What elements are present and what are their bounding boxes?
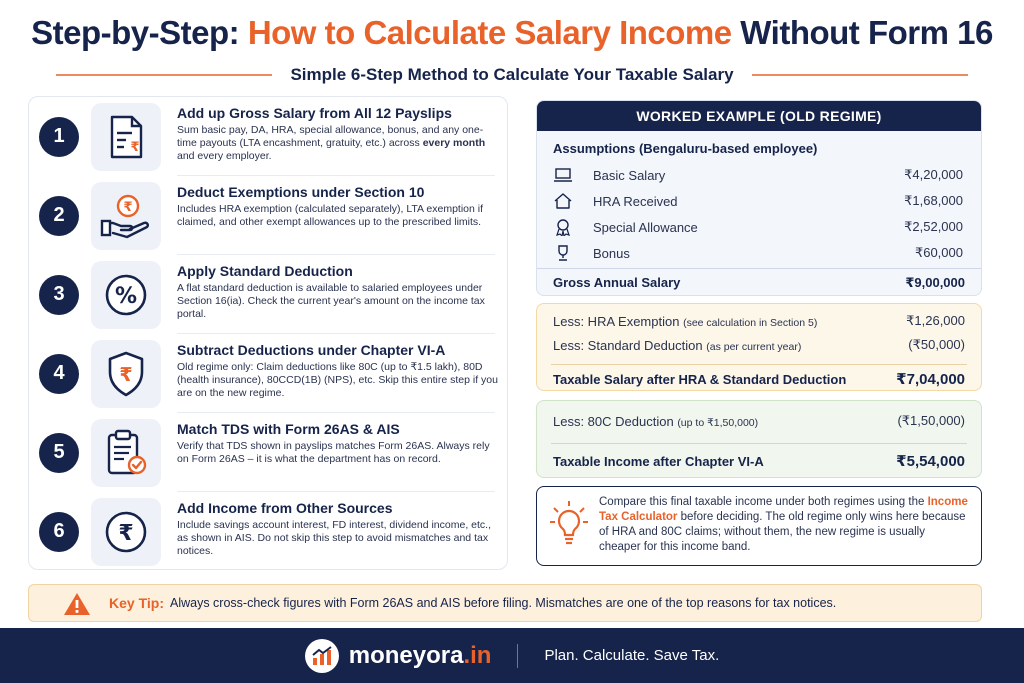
- step-number: 5: [39, 433, 79, 473]
- page-title: [0, 14, 1024, 52]
- rupee-coin-icon: [91, 498, 161, 566]
- step-title: Subtract Deductions under Chapter VI-A: [177, 342, 446, 358]
- divider: [551, 443, 967, 444]
- step-4: [29, 334, 509, 413]
- divider: [517, 644, 518, 668]
- svg-text:%: %: [114, 283, 138, 309]
- income-tax-calculator-link[interactable]: Income Tax Calculator: [599, 496, 968, 523]
- svg-text:₹: ₹: [123, 199, 133, 215]
- subtitle-line-left: [56, 74, 272, 76]
- worked-example-card: [536, 100, 982, 296]
- warning-icon: [63, 592, 91, 616]
- trophy-icon: [553, 244, 573, 262]
- step-description: A flat standard deduction is available to salaried employees under Section 16(ia). Check the current year's amount on the income tax portal.: [177, 282, 485, 320]
- key-tip-label: Key Tip:: [109, 595, 164, 611]
- rupee-shield-icon: [91, 340, 161, 408]
- svg-text:₹: ₹: [119, 363, 133, 386]
- example-item-basic: Basic Salary ₹4,20,000: [553, 165, 963, 185]
- taxable-salary-row: Taxable Salary after HRA & Standard Deduction ₹7,04,000: [553, 371, 965, 388]
- steps-panel: [28, 96, 508, 570]
- standard-deduction-row: Less: Standard Deduction (as per current year) (₹50,000): [553, 337, 965, 353]
- step-number: 6: [39, 512, 79, 552]
- percent-icon: [91, 261, 161, 329]
- worked-example-heading: WORKED EXAMPLE (OLD REGIME): [537, 101, 981, 131]
- step-description: Includes HRA exemption (calculated separately), LTA exemption if claimed, and other exempt allowances up to the prescribed limits.: [177, 203, 484, 228]
- example-item-bonus: Bonus ₹60,000: [553, 243, 963, 263]
- step-3: [29, 255, 509, 334]
- step-description: Sum basic pay, DA, HRA, special allowance, bonus, and any one-time payouts (LTA encashment, gratuity, etc.) across every month and every employer.: [177, 124, 486, 162]
- subtitle-row: [56, 64, 968, 86]
- clipboard-check-icon: [91, 419, 161, 487]
- subtitle-line-right: [752, 74, 968, 76]
- example-item-special: Special Allowance ₹2,52,000: [553, 217, 963, 237]
- key-tip-banner: [28, 584, 982, 622]
- svg-text:₹: ₹: [130, 139, 140, 155]
- step-2: [29, 176, 509, 255]
- step-6: [29, 492, 509, 571]
- hra-exemption-row: Less: HRA Exemption (see calculation in Section 5) ₹1,26,000: [553, 313, 965, 329]
- title-part-3: Without Form 16: [731, 14, 993, 51]
- title-highlight: How to Calculate Salary Income: [247, 14, 732, 51]
- brand-logo-icon: [305, 639, 339, 673]
- tagline: Plan. Calculate. Save Tax.: [544, 647, 720, 664]
- step-number: 2: [39, 196, 79, 236]
- 80c-deduction-row: Less: 80C Deduction (up to ₹1,50,000) (₹1,50,000): [553, 413, 965, 429]
- subtitle: Simple 6-Step Method to Calculate Your Taxable Salary: [290, 65, 734, 84]
- step-number: 1: [39, 117, 79, 157]
- brand-name[interactable]: moneyora.in: [348, 641, 492, 669]
- step-description: Old regime only: Claim deductions like 80C (up to ₹1.5 lakh), 80D (health insurance), 80CCD(1B) (NPS), etc. Skip this entire step if you are on the new regime.: [177, 361, 498, 399]
- compare-text: Compare this final taxable income under both regimes using the Income Tax Calculator before deciding. The old regime only wins here because of HRA and 80C claims; without them, the new regime is usually cheaper for this income band.: [599, 496, 968, 553]
- footer: [0, 628, 1024, 683]
- taxable-income-row: Taxable Income after Chapter VI-A ₹5,54,000: [553, 453, 965, 470]
- step-number: 4: [39, 354, 79, 394]
- step-description: Include savings account interest, FD interest, dividend income, etc., as shown in AIS. Do not skip this step to avoid mismatches and tax notices.: [177, 519, 491, 557]
- step-title: Add Income from Other Sources: [177, 500, 393, 516]
- regime-compare-note: [536, 486, 982, 566]
- step-number: 3: [39, 275, 79, 315]
- laptop-icon: [553, 166, 573, 184]
- key-tip-message: Always cross-check figures with Form 26AS and AIS before filing. Mismatches are one of the top reasons for tax notices.: [169, 596, 837, 610]
- divider: [551, 364, 967, 365]
- lightbulb-icon: [549, 499, 589, 549]
- example-item-hra: HRA Received ₹1,68,000: [553, 191, 963, 211]
- award-icon: [553, 218, 573, 236]
- step-title: Match TDS with Form 26AS & AIS: [177, 421, 400, 437]
- title-part-1: Step-by-Step:: [31, 14, 248, 51]
- home-icon: [553, 192, 573, 210]
- step-title: Add up Gross Salary from All 12 Payslips: [177, 105, 452, 121]
- gross-annual-salary-row: Gross Annual Salary ₹9,00,000: [537, 268, 982, 296]
- step-title: Deduct Exemptions under Section 10: [177, 184, 425, 200]
- hand-rupee-icon: [91, 182, 161, 250]
- chapter-via-box: [536, 400, 982, 478]
- step-title: Apply Standard Deduction: [177, 263, 353, 279]
- hra-deduction-box: [536, 303, 982, 391]
- step-description: Verify that TDS shown in payslips matches Form 26AS. Always rely on Form 26AS – it is what the department has on record.: [177, 440, 490, 465]
- assumptions-label: Assumptions (Bengaluru-based employee): [553, 141, 818, 156]
- svg-text:₹: ₹: [118, 520, 134, 546]
- step-1: [29, 97, 509, 176]
- step-5: [29, 413, 509, 492]
- payslip-document-icon: [91, 103, 161, 171]
